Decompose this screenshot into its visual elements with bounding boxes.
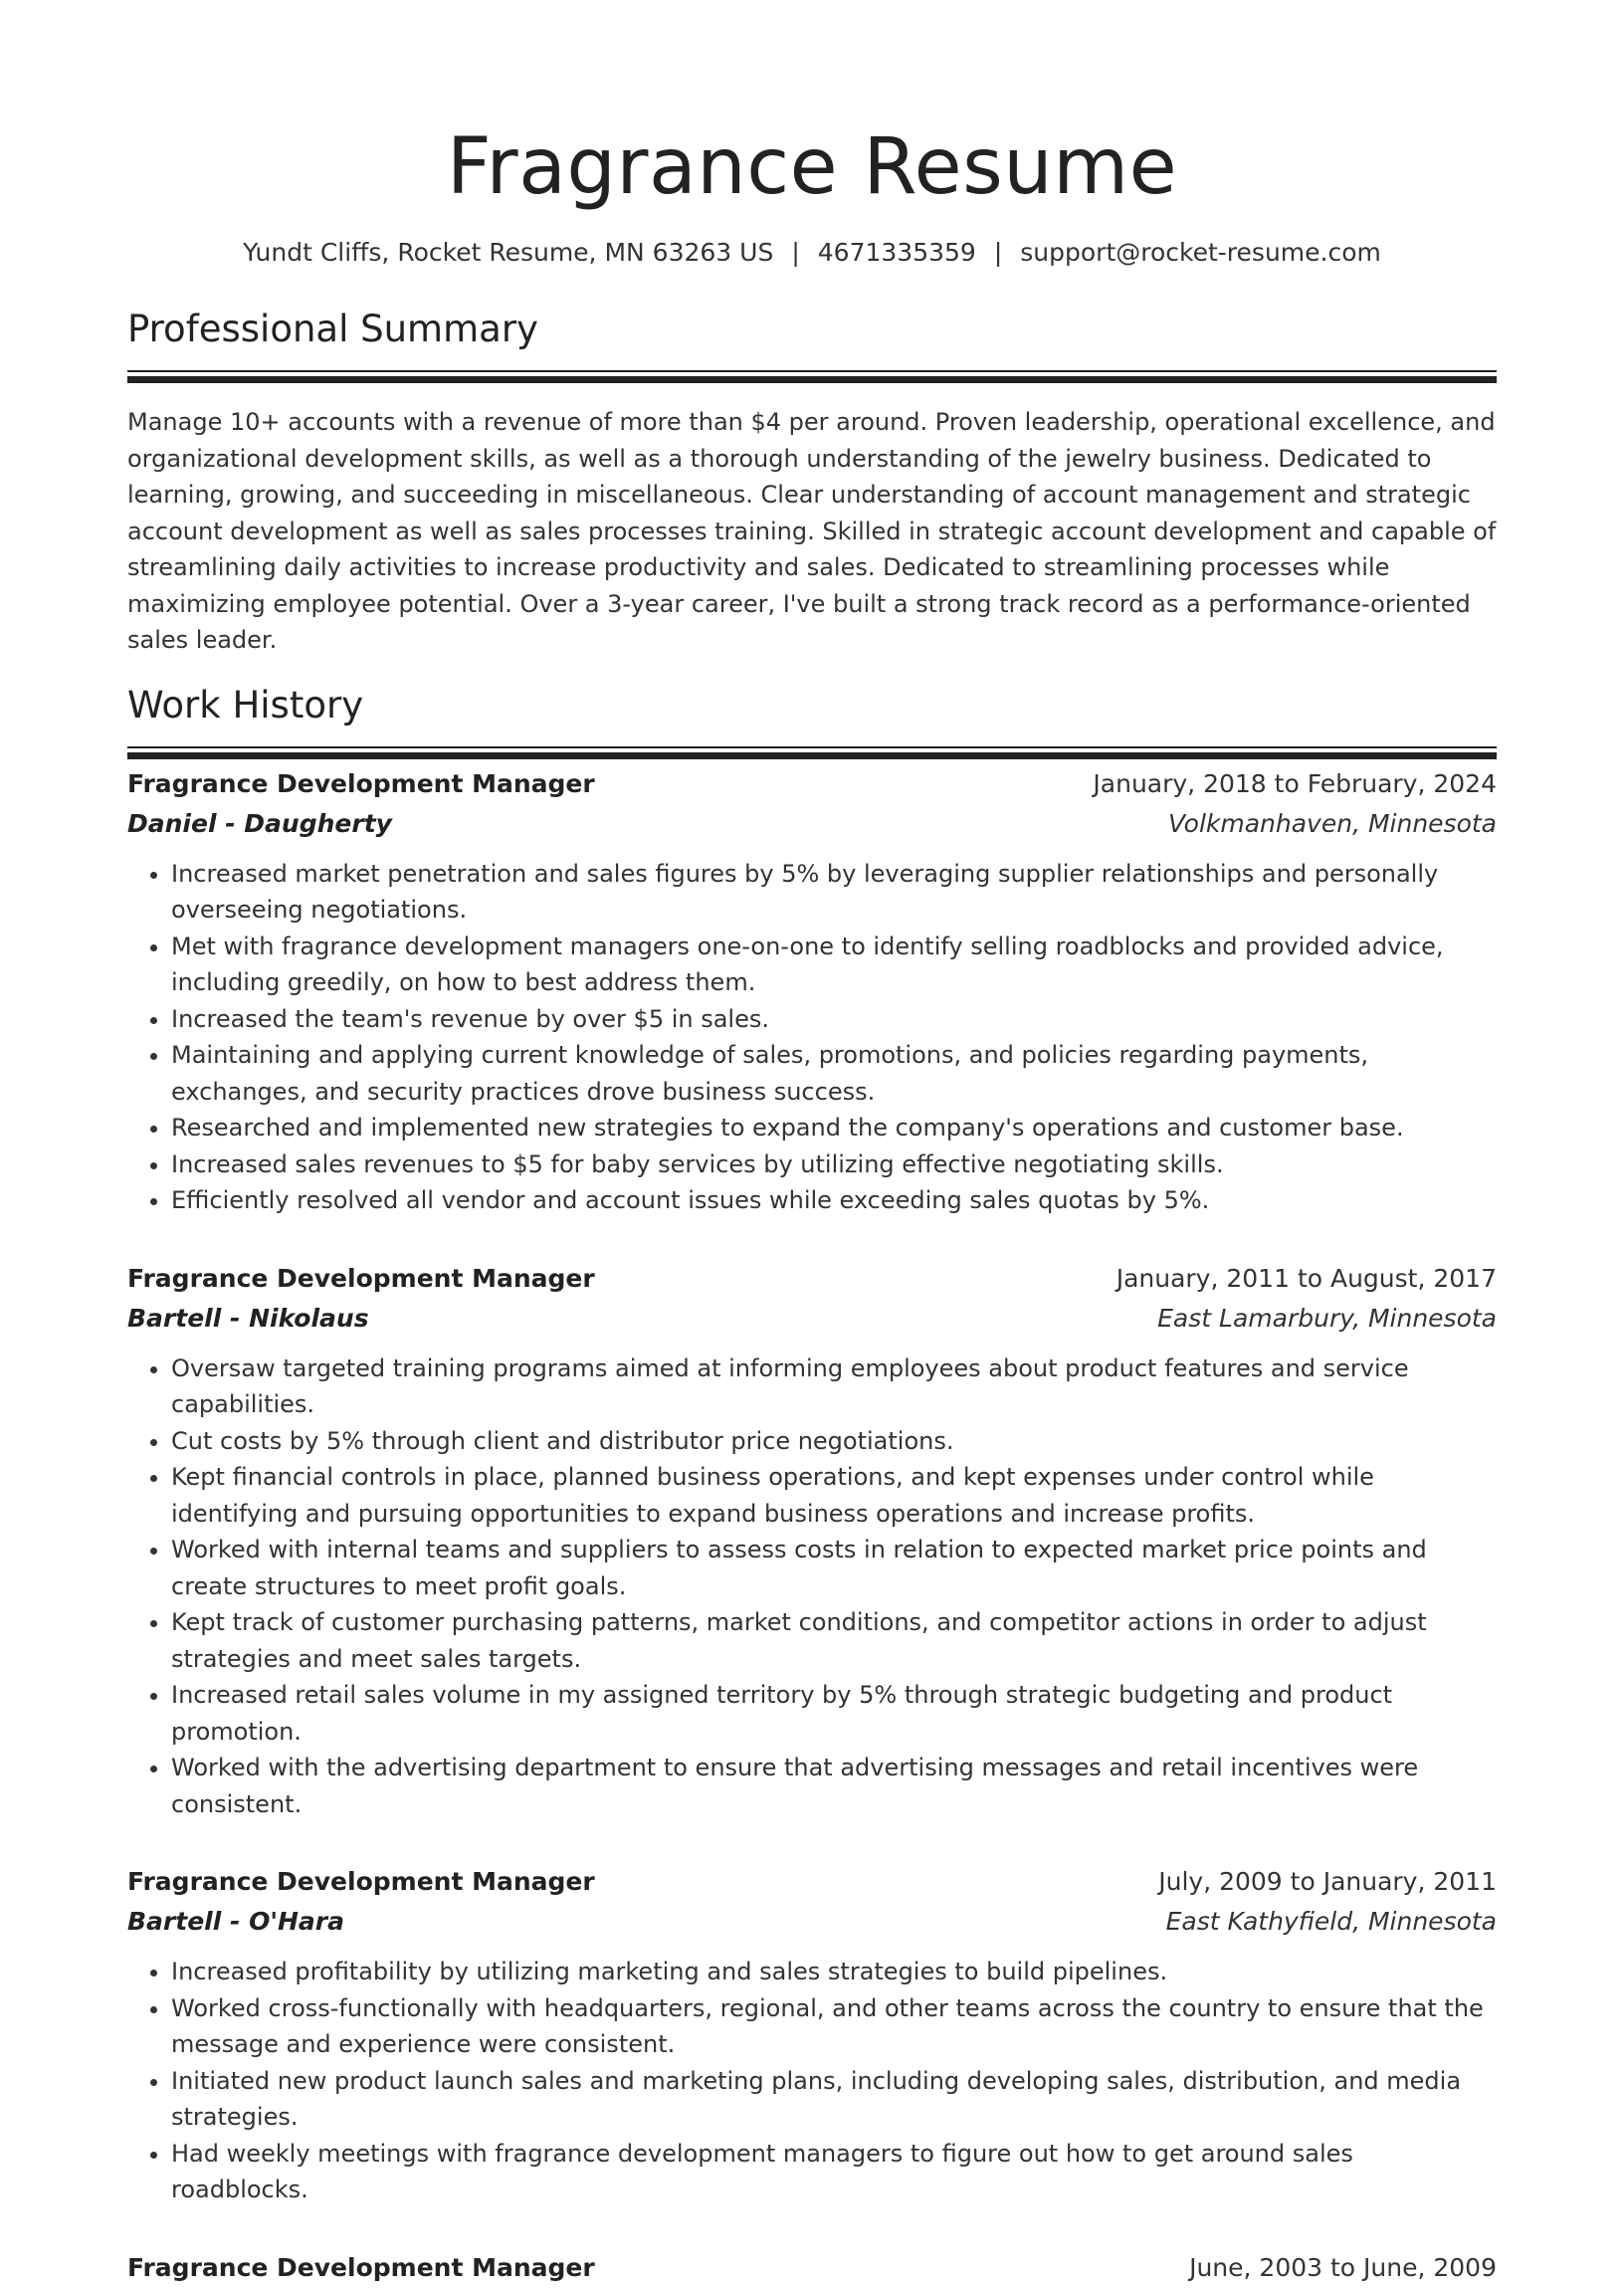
job-header	[127, 1259, 1497, 1299]
job-title: Fragrance Development Manager	[127, 2252, 595, 2282]
job-bullet: • Maintaining and applying current knowledge of sales, promotions, and policies regarding payments, exchanges, and security practices drove business success.	[171, 1037, 1497, 1110]
job-bullet: • Worked with internal teams and suppliers to assess costs in relation to expected market price points and create structures to meet profit goals.	[171, 1532, 1497, 1604]
job-entry	[127, 1259, 1497, 1823]
job-subheader	[127, 1299, 1497, 1339]
section-title-summary: Professional Summary	[127, 308, 538, 350]
contact-separator: |	[791, 238, 800, 267]
job-title: Fragrance Development Manager	[127, 768, 595, 798]
job-location: Volkmanhaven, Minnesota	[1168, 808, 1497, 838]
contact-address: Yundt Cliffs, Rocket Resume, MN 63263 US	[243, 238, 774, 267]
contact-phone: 4671335359	[817, 238, 976, 267]
job-bullet-list	[127, 856, 1497, 1219]
job-entry	[127, 2248, 1497, 2288]
job-header	[127, 764, 1497, 804]
contact-line	[127, 237, 1497, 269]
job-bullet: • Oversaw targeted training programs aimed at informing employees about product features and service capabilities.	[171, 1351, 1497, 1423]
job-header	[127, 2248, 1497, 2288]
job-bullet-list	[127, 1351, 1497, 1823]
job-subheader	[127, 1902, 1497, 1942]
job-company: Bartell - Nikolaus	[127, 1303, 369, 1333]
job-location: East Lamarbury, Minnesota	[1157, 1303, 1497, 1333]
section-divider	[127, 370, 1497, 372]
job-location: East Kathyfield, Minnesota	[1165, 1907, 1497, 1936]
job-dates: July, 2009 to January, 2011	[1158, 1867, 1497, 1896]
job-entry	[127, 1862, 1497, 2208]
job-list	[127, 764, 1497, 2288]
job-bullet-list	[127, 1954, 1497, 2208]
job-bullet: • Efficiently resolved all vendor and account issues while exceeding sales quotas by 5%.	[171, 1182, 1497, 1219]
job-bullet: • Increased market penetration and sales figures by 5% by leveraging supplier relationships and personally overseeing negotiations.	[171, 856, 1497, 929]
contact-separator: |	[993, 238, 1003, 267]
job-title: Fragrance Development Manager	[127, 1263, 595, 1293]
job-header	[127, 1862, 1497, 1902]
resume-page	[127, 0, 1497, 2288]
job-bullet: • Worked with the advertising department to ensure that advertising messages and retail incentives were consistent.	[171, 1750, 1497, 1822]
job-bullet: • Had weekly meetings with fragrance development managers to figure out how to get around sales roadblocks.	[171, 2136, 1497, 2208]
job-company: Daniel - Daugherty	[127, 808, 392, 838]
job-bullet: • Met with fragrance development managers one-on-one to identify selling roadblocks and provided advice, including greedily, on how to best address them.	[171, 929, 1497, 1001]
job-bullet: • Initiated new product launch sales and marketing plans, including developing sales, distribution, and media strategies.	[171, 2063, 1497, 2136]
job-entry	[127, 764, 1497, 1219]
job-bullet: • Increased sales revenues to $5 for baby services by utilizing effective negotiating skills.	[171, 1146, 1497, 1183]
resume-name: Fragrance Resume	[446, 122, 1178, 212]
summary-text: Manage 10+ accounts with a revenue of more than $4 per around. Proven leadership, operational excellence, and organizational development skills, as well as a thorough understanding of the jewelry business. Dedicated to learning, growing, and succeeding in miscellaneous. Clear understanding of account management and strategic account development as well as sales processes training. Skilled in strategic account development and capable of streamlining daily activities to increase productivity and sales. Dedicated to streamlining processes while maximizing employee potential. Over a 3-year career, I've built a strong track record as a performance-oriented sales leader.	[127, 408, 1497, 654]
job-bullet: • Cut costs by 5% through client and distributor price negotiations.	[171, 1423, 1497, 1460]
job-title: Fragrance Development Manager	[127, 1867, 595, 1896]
contact-email: support@rocket-resume.com	[1020, 238, 1381, 267]
job-bullet: • Kept track of customer purchasing patterns, market conditions, and competitor actions in order to adjust strategies and meet sales targets.	[171, 1604, 1497, 1677]
job-bullet: • Worked cross-functionally with headquarters, regional, and other teams across the country to ensure that the message and experience were consistent.	[171, 1990, 1497, 2063]
job-subheader	[127, 804, 1497, 844]
job-dates: January, 2018 to February, 2024	[1093, 768, 1497, 798]
job-bullet: • Increased the team's revenue by over $5 in sales.	[171, 1001, 1497, 1038]
job-bullet: • Increased profitability by utilizing marketing and sales strategies to build pipelines.	[171, 1954, 1497, 1990]
job-bullet: • Kept financial controls in place, planned business operations, and kept expenses under control while identifying and pursuing opportunities to expand business operations and increase profits.	[171, 1459, 1497, 1532]
job-bullet: • Increased retail sales volume in my assigned territory by 5% through strategic budgeting and product promotion.	[171, 1677, 1497, 1750]
section-title-work-history: Work History	[127, 683, 364, 727]
job-dates: June, 2003 to June, 2009	[1189, 2252, 1497, 2282]
job-bullet: • Researched and implemented new strategies to expand the company's operations and customer base.	[171, 1110, 1497, 1146]
job-dates: January, 2011 to August, 2017	[1116, 1263, 1497, 1293]
section-divider	[127, 746, 1497, 748]
job-company: Bartell - O'Hara	[127, 1907, 344, 1936]
